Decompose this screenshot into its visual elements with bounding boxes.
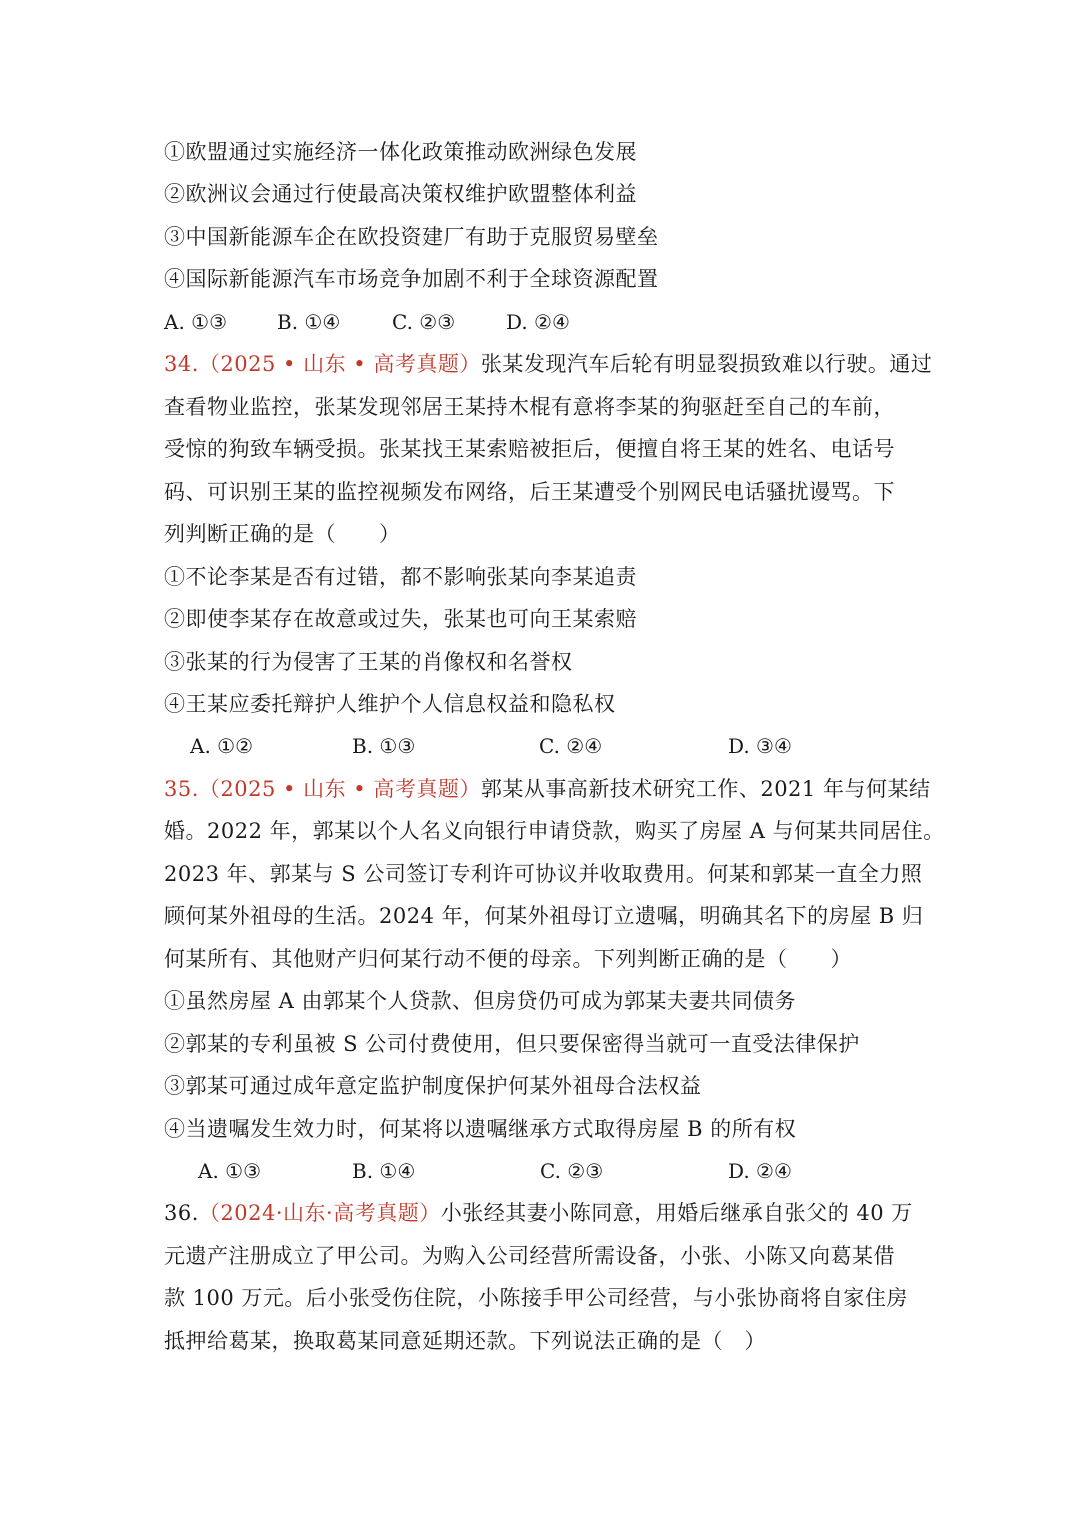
statement-2: ②即使李某存在故意或过失，张某也可向王某索赔 bbox=[164, 607, 637, 631]
option-d[interactable]: D. ③④ bbox=[728, 734, 792, 758]
option-d[interactable]: D. ②④ bbox=[728, 1159, 792, 1183]
statement-1: ①虽然房屋 A 由郭某个人贷款、但房贷仍可成为郭某夫妻共同债务 bbox=[164, 989, 797, 1013]
question-stem-line: 抵押给葛某，换取葛某同意延期还款。下列说法正确的是（ ） bbox=[164, 1329, 766, 1353]
question-stem-line: 顾何某外祖母的生活。2024 年，何某外祖母订立遗嘱，明确其名下的房屋 B 归 bbox=[164, 904, 924, 928]
question-stem-line: 元遗产注册成立了甲公司。为购入公司经营所需设备，小张、小陈又向葛某借 bbox=[164, 1244, 895, 1268]
question-number: 34. bbox=[164, 352, 199, 376]
question-35-header bbox=[164, 774, 930, 804]
option-a[interactable]: A. ①③ bbox=[198, 1159, 262, 1183]
question-stem-line: 查看物业监控，张某发现邻居王某持木棍有意将李某的狗驱赶至自己的车前， bbox=[164, 395, 895, 419]
question-stem-line: 何某所有、其他财产归何某行动不便的母亲。下列判断正确的是（ ） bbox=[164, 947, 852, 971]
question-number: 36. bbox=[164, 1201, 199, 1225]
option-b[interactable]: B. ①④ bbox=[352, 1159, 416, 1183]
option-b[interactable]: B. ①④ bbox=[277, 310, 341, 334]
option-d[interactable]: D. ②④ bbox=[506, 310, 570, 334]
question-source: （2025 • 山东 • 高考真题） bbox=[198, 777, 481, 801]
question-stem-line: 婚。2022 年，郭某以个人名义向银行申请贷款，购买了房屋 A 与何某共同居住。 bbox=[164, 819, 945, 843]
question-stem-line: 郭某从事高新技术研究工作、2021 年与何某结 bbox=[480, 777, 931, 801]
statement-3: ③郭某可通过成年意定监护制度保护何某外祖母合法权益 bbox=[164, 1074, 702, 1098]
statement-3: ③中国新能源车企在欧投资建厂有助于克服贸易壁垒 bbox=[164, 225, 659, 249]
option-a[interactable]: A. ①③ bbox=[164, 310, 228, 334]
statement-1: ①不论李某是否有过错，都不影响张某向李某追责 bbox=[164, 565, 637, 589]
statement-2: ②欧洲议会通过行使最高决策权维护欧盟整体利益 bbox=[164, 182, 637, 206]
statement-4: ④国际新能源汽车市场竞争加剧不利于全球资源配置 bbox=[164, 267, 659, 291]
question-34-header bbox=[164, 349, 932, 379]
statement-3: ③张某的行为侵害了王某的肖像权和名誉权 bbox=[164, 650, 573, 674]
question-source: （2024·山东·高考真题） bbox=[198, 1201, 441, 1225]
option-c[interactable]: C. ②③ bbox=[540, 1159, 604, 1183]
question-stem-line: 码、可识别王某的监控视频发布网络，后王某遭受个别网民电话骚扰谩骂。下 bbox=[164, 480, 895, 504]
statement-4: ④当遗嘱发生效力时，何某将以遗嘱继承方式取得房屋 B 的所有权 bbox=[164, 1117, 797, 1141]
question-number: 35. bbox=[164, 777, 199, 801]
statement-4: ④王某应委托辩护人维护个人信息权益和隐私权 bbox=[164, 692, 616, 716]
question-stem-line: 列判断正确的是（ ） bbox=[164, 522, 401, 546]
option-a[interactable]: A. ①② bbox=[190, 734, 254, 758]
question-36-header bbox=[164, 1198, 913, 1228]
question-stem-line: 2023 年、郭某与 S 公司签订专利许可协议并收取费用。何某和郭某一直全力照 bbox=[164, 862, 923, 886]
question-source: （2025 • 山东 • 高考真题） bbox=[198, 352, 481, 376]
option-c[interactable]: C. ②③ bbox=[392, 310, 456, 334]
option-b[interactable]: B. ①③ bbox=[352, 734, 416, 758]
option-c[interactable]: C. ②④ bbox=[539, 734, 603, 758]
question-stem-line: 小张经其妻小陈同意，用婚后继承自张父的 40 万 bbox=[440, 1201, 913, 1225]
statement-1: ①欧盟通过实施经济一体化政策推动欧洲绿色发展 bbox=[164, 140, 637, 164]
statement-2: ②郭某的专利虽被 S 公司付费使用，但只要保密得当就可一直受法律保护 bbox=[164, 1032, 860, 1056]
question-stem-line: 张某发现汽车后轮有明显裂损致难以行驶。通过 bbox=[480, 352, 933, 376]
question-stem-line: 款 100 万元。后小张受伤住院，小陈接手甲公司经营，与小张协商将自家住房 bbox=[164, 1286, 908, 1310]
question-stem-line: 受惊的狗致车辆受损。张某找王某索赔被拒后，便擅自将王某的姓名、电话号 bbox=[164, 437, 895, 461]
